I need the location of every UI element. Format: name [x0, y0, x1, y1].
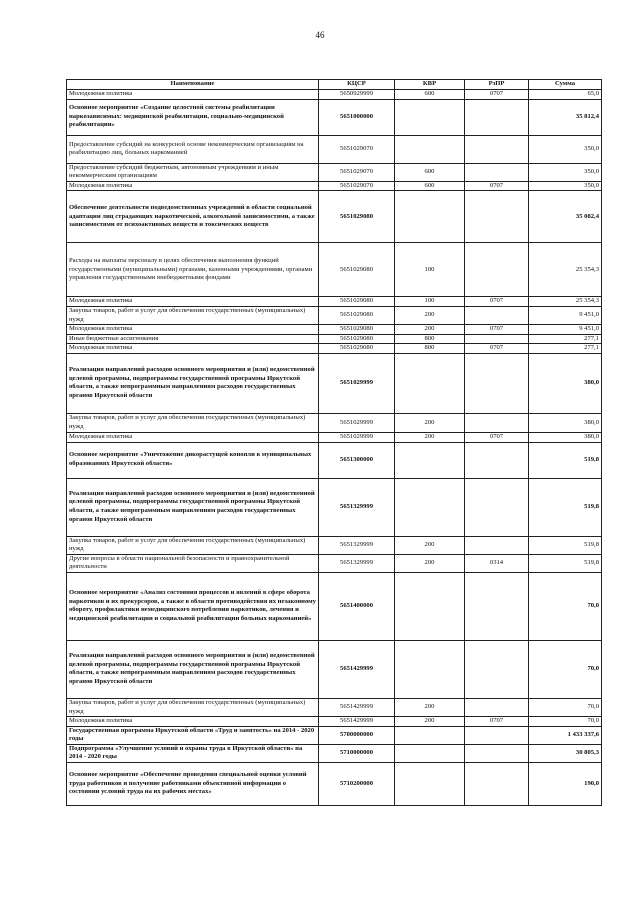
table-row: [67, 163, 602, 181]
cell-sum: 350,0: [529, 181, 602, 191]
cell-kcsr: 5651000000: [319, 99, 395, 135]
cell-kcsr: 5651429999: [319, 717, 395, 727]
cell-kvr: 200: [395, 717, 465, 727]
cell-rzpr: [465, 99, 529, 135]
table-row: [67, 442, 602, 478]
cell-sum: 70,0: [529, 717, 602, 727]
cell-kvr: [395, 191, 465, 243]
cell-kvr: 200: [395, 698, 465, 716]
table-row: [67, 297, 602, 307]
cell-name: Молодежная политика: [67, 181, 319, 191]
cell-kvr: 600: [395, 163, 465, 181]
table-row: [67, 698, 602, 716]
cell-sum: 1 433 337,6: [529, 726, 602, 744]
budget-table: [66, 79, 602, 806]
cell-name: Реализация направлений расходов основного мероприятия и (или) ведомственной целевой программы, подпрограммы государственной программы Иркутской области, а также непрограммным направлениям расходов государственных органов Иркутской области: [67, 640, 319, 698]
cell-name: Закупка товаров, работ и услуг для обеспечения государственных (муниципальных) нужд: [67, 698, 319, 716]
header-kvr: КВР: [395, 80, 465, 90]
cell-kvr: 200: [395, 306, 465, 324]
cell-kvr: [395, 640, 465, 698]
table-row: [67, 191, 602, 243]
cell-sum: 350,0: [529, 163, 602, 181]
cell-sum: 519,8: [529, 478, 602, 536]
cell-rzpr: [465, 243, 529, 297]
cell-kcsr: 5651429999: [319, 698, 395, 716]
cell-kvr: 200: [395, 554, 465, 572]
cell-kvr: 100: [395, 297, 465, 307]
cell-sum: 350,0: [529, 135, 602, 163]
cell-kcsr: 5710200000: [319, 763, 395, 806]
table-row: [67, 99, 602, 135]
cell-name: Закупка товаров, работ и услуг для обеспечения государственных (муниципальных) нужд: [67, 306, 319, 324]
table-row: [67, 572, 602, 640]
cell-rzpr: 0707: [465, 90, 529, 100]
cell-sum: 9 451,0: [529, 306, 602, 324]
cell-name: Основное мероприятие «Создание целостной системы реабилитации наркозависимых: медицинской реабилитации, социально-медицинской реабилитации»: [67, 99, 319, 135]
cell-sum: 25 354,3: [529, 243, 602, 297]
cell-kvr: 200: [395, 432, 465, 442]
table-row: [67, 717, 602, 727]
cell-rzpr: [465, 478, 529, 536]
cell-sum: 277,1: [529, 334, 602, 344]
cell-kcsr: 5651029070: [319, 181, 395, 191]
cell-rzpr: 0707: [465, 344, 529, 354]
cell-sum: 30 805,3: [529, 744, 602, 762]
cell-sum: 277,1: [529, 344, 602, 354]
cell-sum: 380,0: [529, 432, 602, 442]
table-row: [67, 353, 602, 413]
cell-sum: 70,0: [529, 698, 602, 716]
cell-sum: 380,0: [529, 353, 602, 413]
cell-kvr: 100: [395, 243, 465, 297]
cell-sum: 519,8: [529, 554, 602, 572]
cell-rzpr: [465, 572, 529, 640]
cell-rzpr: [465, 334, 529, 344]
cell-rzpr: 0707: [465, 717, 529, 727]
cell-kvr: 200: [395, 325, 465, 335]
cell-name: Молодежная политика: [67, 90, 319, 100]
cell-kcsr: 5651029999: [319, 432, 395, 442]
cell-sum: 9 451,0: [529, 325, 602, 335]
cell-name: Государственная программа Иркутской области «Труд и занятость» на 2014 - 2020 годы: [67, 726, 319, 744]
table-row: [67, 478, 602, 536]
cell-rzpr: [465, 306, 529, 324]
cell-kvr: [395, 99, 465, 135]
cell-kvr: [395, 763, 465, 806]
cell-kcsr: 5651029080: [319, 325, 395, 335]
cell-rzpr: 0707: [465, 432, 529, 442]
cell-rzpr: 0707: [465, 297, 529, 307]
cell-sum: 65,0: [529, 90, 602, 100]
cell-kcsr: 5651029080: [319, 191, 395, 243]
cell-kvr: 600: [395, 90, 465, 100]
cell-kcsr: 5651029080: [319, 344, 395, 354]
cell-sum: 519,8: [529, 442, 602, 478]
cell-kcsr: 5651300000: [319, 442, 395, 478]
cell-rzpr: [465, 163, 529, 181]
cell-name: Молодежная политика: [67, 344, 319, 354]
table-row: [67, 744, 602, 762]
cell-sum: 35 812,4: [529, 99, 602, 135]
cell-name: Обеспечение деятельности подведомственных учреждений в области социальной адаптации лиц страдающих наркотической, алкогольной зависимостями, а также зависимостями от психоактивных веществ и токсических веществ: [67, 191, 319, 243]
header-name: Наименование: [67, 80, 319, 90]
cell-kcsr: 5651400000: [319, 572, 395, 640]
cell-sum: 380,0: [529, 413, 602, 432]
cell-rzpr: 0707: [465, 181, 529, 191]
cell-name: Иные бюджетные ассигнования: [67, 334, 319, 344]
cell-name: Молодежная политика: [67, 325, 319, 335]
cell-kvr: 200: [395, 413, 465, 432]
table-row: [67, 640, 602, 698]
table-row: [67, 763, 602, 806]
table-row: [67, 181, 602, 191]
cell-kcsr: 5651329999: [319, 554, 395, 572]
cell-name: Основное мероприятие «Уничтожение дикорастущей конопли в муниципальных образованиях Иркутской области»: [67, 442, 319, 478]
cell-kcsr: 5651029070: [319, 163, 395, 181]
table-row: [67, 90, 602, 100]
cell-name: Молодежная политика: [67, 717, 319, 727]
cell-kcsr: 5651029999: [319, 353, 395, 413]
table-row: [67, 726, 602, 744]
cell-kcsr: 5651329999: [319, 536, 395, 554]
cell-kcsr: 5710000000: [319, 744, 395, 762]
cell-rzpr: [465, 135, 529, 163]
table-row: [67, 432, 602, 442]
cell-rzpr: [465, 698, 529, 716]
table-row: [67, 344, 602, 354]
cell-kvr: [395, 726, 465, 744]
cell-kvr: 200: [395, 536, 465, 554]
cell-kvr: 600: [395, 181, 465, 191]
cell-rzpr: 0314: [465, 554, 529, 572]
cell-kvr: [395, 135, 465, 163]
header-kcsr: КЦСР: [319, 80, 395, 90]
cell-sum: 25 354,3: [529, 297, 602, 307]
cell-rzpr: [465, 353, 529, 413]
header-sum: Сумма: [529, 80, 602, 90]
table-row: [67, 243, 602, 297]
cell-rzpr: 0707: [465, 325, 529, 335]
cell-kcsr: 5651029080: [319, 243, 395, 297]
cell-rzpr: [465, 726, 529, 744]
table-row: [67, 554, 602, 572]
table-row: [67, 306, 602, 324]
cell-kcsr: 5651029070: [319, 135, 395, 163]
header-rzpr: РзПР: [465, 80, 529, 90]
cell-kcsr: 5700000000: [319, 726, 395, 744]
cell-kcsr: 5651029080: [319, 306, 395, 324]
cell-name: Подпрограмма «Улучшение условий и охраны труда в Иркутской области» на 2014 - 2020 годы: [67, 744, 319, 762]
page-number: 46: [315, 30, 325, 40]
cell-kvr: [395, 442, 465, 478]
cell-kcsr: 5650929999: [319, 90, 395, 100]
cell-kcsr: 5651029999: [319, 413, 395, 432]
cell-name: Предоставление субсидий на конкурсной основе некоммерческим организациям на реабилитацию лиц, больных наркоманией: [67, 135, 319, 163]
table-body: [67, 90, 602, 806]
cell-name: Реализация направлений расходов основного мероприятия и (или) ведомственной целевой программы, подпрограммы государственной программы Иркутской области, а также непрограммным направлениям расходов государственных органов Иркутской области: [67, 478, 319, 536]
cell-name: Закупка товаров, работ и услуг для обеспечения государственных (муниципальных) нужд: [67, 536, 319, 554]
table-header: [67, 80, 602, 90]
cell-rzpr: [465, 413, 529, 432]
cell-name: Молодежная политика: [67, 297, 319, 307]
cell-kvr: [395, 744, 465, 762]
table-row: [67, 135, 602, 163]
cell-kvr: 800: [395, 334, 465, 344]
table-row: [67, 413, 602, 432]
cell-name: Предоставление субсидий бюджетным, автономным учреждениям и иным некоммерческим организациям: [67, 163, 319, 181]
cell-rzpr: [465, 442, 529, 478]
cell-sum: 70,0: [529, 640, 602, 698]
cell-name: Расходы на выплаты персоналу в целях обеспечения выполнения функций государственными (муниципальными) органами, казенными учреждениями, органами управления государственными внебюджетными фондами: [67, 243, 319, 297]
table-row: [67, 536, 602, 554]
cell-rzpr: [465, 763, 529, 806]
cell-name: Другие вопросы в области национальной безопасности и правоохранительной деятельности: [67, 554, 319, 572]
table-row: [67, 334, 602, 344]
cell-kvr: [395, 478, 465, 536]
cell-name: Основное мероприятие «Обеспечение проведения специальной оценки условий труда работников и получение работниками объективной информации о состоянии условий труда на их рабочих местах»: [67, 763, 319, 806]
cell-sum: 35 082,4: [529, 191, 602, 243]
cell-kcsr: 5651029080: [319, 334, 395, 344]
table-row: [67, 325, 602, 335]
cell-kcsr: 5651329999: [319, 478, 395, 536]
cell-sum: 70,0: [529, 572, 602, 640]
cell-kvr: [395, 353, 465, 413]
cell-kcsr: 5651429999: [319, 640, 395, 698]
cell-sum: 519,8: [529, 536, 602, 554]
cell-name: Молодежная политика: [67, 432, 319, 442]
cell-sum: 190,0: [529, 763, 602, 806]
cell-name: Основное мероприятие «Анализ состояния процессов и явлений в сфере оборота наркотиков и их прекурсоров, а также в области противодействия их незаконному обороту, профилактики немедицинского потребления наркотиков, лечения и медицинской реабилитации и социальной реабилитации больных наркоманией»: [67, 572, 319, 640]
cell-name: Реализация направлений расходов основного мероприятия и (или) ведомственной целевой программы, подпрограммы государственной программы Иркутской области, а также непрограммным направлениям расходов государственных органов Иркутской области: [67, 353, 319, 413]
cell-kvr: [395, 572, 465, 640]
cell-rzpr: [465, 744, 529, 762]
cell-rzpr: [465, 640, 529, 698]
cell-rzpr: [465, 536, 529, 554]
cell-kcsr: 5651029080: [319, 297, 395, 307]
cell-name: Закупка товаров, работ и услуг для обеспечения государственных (муниципальных) нужд: [67, 413, 319, 432]
cell-rzpr: [465, 191, 529, 243]
cell-kvr: 800: [395, 344, 465, 354]
